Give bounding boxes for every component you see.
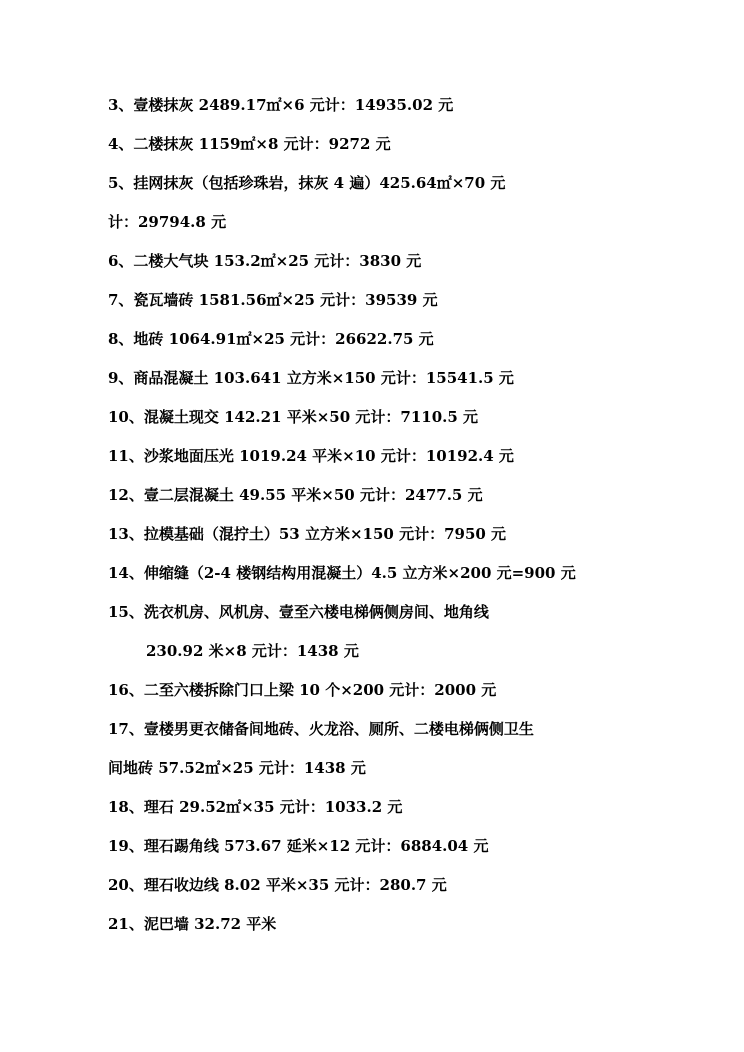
line-item-18: 18、理石 29.52㎡×35 元计：1033.2 元 [108,798,403,816]
line-item-12: 12、壹二层混凝土 49.55 平米×50 元计：2477.5 元 [108,486,483,504]
line-item-4: 4、二楼抹灰 1159㎡×8 元计：9272 元 [108,135,391,153]
line-item-20: 20、理石收边线 8.02 平米×35 元计：280.7 元 [108,876,447,894]
line-item-8: 8、地砖 1064.91㎡×25 元计：26622.75 元 [108,330,434,348]
line-item-11: 11、沙浆地面压光 1019.24 平米×10 元计：10192.4 元 [108,447,514,465]
line-item-21: 21、泥巴墙 32.72 平米 [108,915,277,933]
line-item-15: 15、洗衣机房、风机房、壹至六楼电梯俩侧房间、地角线 [108,603,489,621]
line-item-16: 16、二至六楼拆除门口上梁 10 个×200 元计：2000 元 [108,681,497,699]
line-item-17-cont: 间地砖 57.52㎡×25 元计：1438 元 [108,759,366,777]
line-item-19: 19、理石踢角线 573.67 延米×12 元计：6884.04 元 [108,837,489,855]
line-item-3: 3、壹楼抹灰 2489.17㎡×6 元计：14935.02 元 [108,96,454,114]
line-item-13: 13、拉模基础（混拧土）53 立方米×150 元计：7950 元 [108,525,507,543]
line-item-5: 5、挂网抹灰（包括珍珠岩，抹灰 4 遍）425.64㎡×70 元 [108,174,506,192]
line-item-14: 14、伸缩缝（2-4 楼钢结构用混凝土）4.5 立方米×200 元=900 元 [108,564,576,582]
line-item-9: 9、商品混凝土 103.641 立方米×150 元计：15541.5 元 [108,369,514,387]
line-item-7: 7、瓷瓦墙砖 1581.56㎡×25 元计：39539 元 [108,291,438,309]
line-item-10: 10、混凝土现交 142.21 平米×50 元计：7110.5 元 [108,408,479,426]
line-item-15-cont: 230.92 米×8 元计：1438 元 [146,642,359,660]
line-item-6: 6、二楼大气块 153.2㎡×25 元计：3830 元 [108,252,422,270]
line-item-17: 17、壹楼男更衣储备间地砖、火龙浴、厕所、二楼电梯俩侧卫生 [108,720,534,738]
line-item-5-cont: 计：29794.8 元 [108,213,227,231]
